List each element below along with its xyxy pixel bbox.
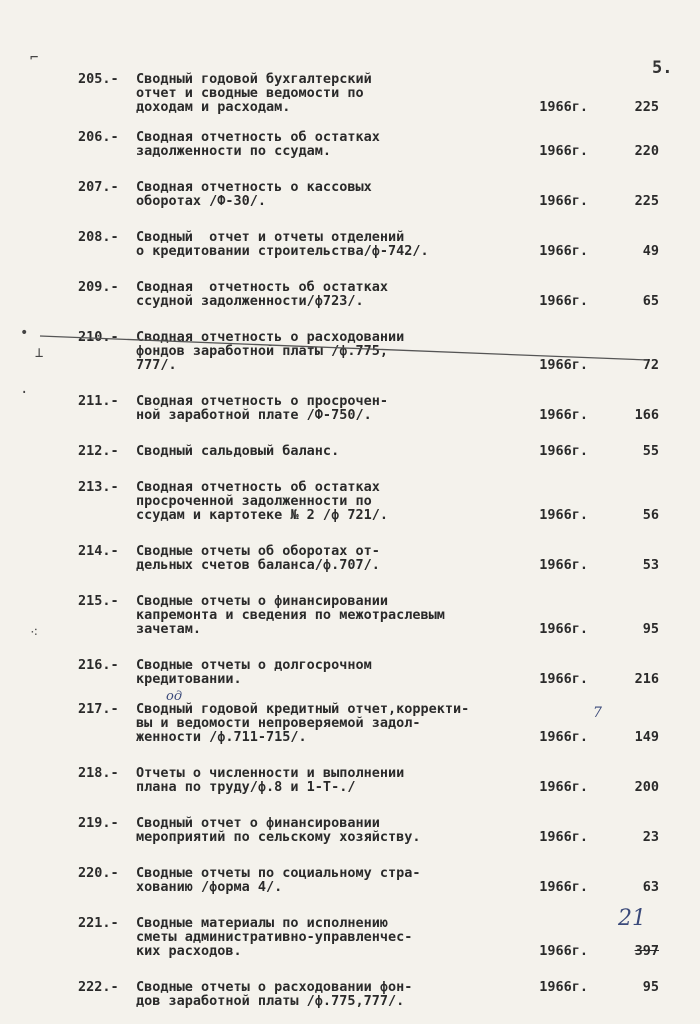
margin-mark: ⊥ (35, 345, 44, 361)
entry-text-line: мероприятий по сельскому хозяйству. (136, 829, 421, 845)
entry-text-line: плана по труду/ф.8 и 1-Т-./ (136, 779, 356, 795)
entry-text-line: Сводные отчеты об оборотах от- (136, 543, 380, 559)
entry-number: 207.- (78, 179, 119, 195)
entry-text-line: Сводная отчетность об остатках (136, 279, 388, 295)
entry-number: 209.- (78, 279, 119, 295)
entry-number: 217.- (78, 701, 119, 717)
entry-number: 215.- (78, 593, 119, 609)
entry-sheet-count: 95 (642, 979, 659, 995)
handwritten-count-correction: 21 (618, 906, 646, 931)
entry-text-line: зачетам. (136, 621, 202, 637)
entry-number: 219.- (78, 815, 119, 831)
entry-text-line: ких расходов. (136, 943, 242, 959)
entry-number: 222.- (78, 979, 119, 995)
entry-text-line: Отчеты о численности и выполнении (136, 765, 405, 781)
handwritten-year-correction: 7 (593, 705, 602, 721)
entry-year: 1966г. (539, 143, 588, 159)
entry-text-line: Сводные материалы по исполнению (136, 915, 388, 931)
inventory-entry (78, 72, 688, 114)
entry-sheet-count: 216 (634, 671, 659, 687)
entry-number: 220.- (78, 865, 119, 881)
inventory-entry (78, 658, 688, 686)
entry-year: 1966г. (539, 979, 588, 995)
entry-year: 1966г. (539, 443, 588, 459)
entry-text-line: Сводные отчеты о долгосрочном (136, 657, 372, 673)
entry-number: 214.- (78, 543, 119, 559)
entry-year: 1966г. (539, 729, 588, 745)
entry-text-line: Сводный сальдовый баланс. (136, 443, 340, 459)
entry-text-line: Сводный отчет и отчеты отделений (136, 229, 405, 245)
entry-text-line: ссудной задолженности/ф723/. (136, 293, 364, 309)
entry-sheet-count: 166 (634, 407, 659, 423)
entry-text-line: Сводная отчетность об остатках (136, 129, 380, 145)
entry-sheet-count: 56 (642, 507, 659, 523)
entry-text-line: Сводная отчетность о просрочен- (136, 393, 388, 409)
entry-year: 1966г. (539, 557, 588, 573)
entry-sheet-count: 95 (642, 621, 659, 637)
entry-sheet-count: 397 (634, 943, 659, 959)
entry-year: 1966г. (539, 779, 588, 795)
inventory-entry (78, 766, 688, 794)
entry-number: 206.- (78, 129, 119, 145)
inventory-entry (78, 866, 688, 894)
margin-mark: ⌐ (30, 50, 39, 66)
entry-sheet-count: 23 (642, 829, 659, 845)
entry-year: 1966г. (539, 243, 588, 259)
entry-number: 221.- (78, 915, 119, 931)
entry-sheet-count: 225 (634, 99, 659, 115)
entry-number: 218.- (78, 765, 119, 781)
entry-year: 1966г. (539, 507, 588, 523)
inventory-entry (78, 394, 688, 422)
inventory-entry (78, 480, 688, 522)
inventory-entry (78, 130, 688, 158)
entry-sheet-count: 65 (642, 293, 659, 309)
entry-year: 1966г. (539, 943, 588, 959)
entry-text-line: вы и ведомости непроверяемой задол- (136, 715, 421, 731)
entry-sheet-count: 55 (642, 443, 659, 459)
entry-text-line: женности /ф.711-715/. (136, 729, 307, 745)
entry-text-line: сметы административно-управленчес- (136, 929, 413, 945)
entry-text-line: 777/. (136, 357, 177, 373)
inventory-list (78, 72, 688, 1024)
page-number: 5. (652, 58, 673, 78)
entry-sheet-count: 49 (642, 243, 659, 259)
entry-text-line: ной заработной плате /Ф-750/. (136, 407, 372, 423)
entry-text-line: доходам и расходам. (136, 99, 291, 115)
entry-text-line: просроченной задолженности по (136, 493, 372, 509)
entry-year: 1966г. (539, 879, 588, 895)
entry-sheet-count: 149 (634, 729, 659, 745)
entry-text-line: фондов заработной платы /ф.775, (136, 343, 388, 359)
inventory-entry (78, 906, 688, 959)
entry-text-line: Сводные отчеты по социальному стра- (136, 865, 421, 881)
inventory-entry (78, 444, 688, 458)
entry-text-line: дельных счетов баланса/ф.707/. (136, 557, 380, 573)
inventory-entry (78, 280, 688, 308)
inventory-entry (78, 689, 688, 745)
entry-number: 210.- (78, 329, 119, 345)
entry-year: 1966г. (539, 293, 588, 309)
handwritten-insert: од (166, 689, 183, 704)
entry-text-line: кредитовании. (136, 671, 242, 687)
entry-sheet-count: 200 (634, 779, 659, 795)
entry-text-line: Сводная отчетность о кассовых (136, 179, 372, 195)
inventory-entry-struck (78, 330, 688, 372)
entry-text-line: Сводный отчет о финансировании (136, 815, 380, 831)
entry-year: 1966г. (539, 621, 588, 637)
entry-sheet-count: 225 (634, 193, 659, 209)
inventory-entry (78, 594, 688, 636)
entry-text-line: оборотах /Ф-30/. (136, 193, 267, 209)
margin-mark: • (20, 325, 29, 341)
entry-year: 1966г. (539, 357, 588, 373)
entry-year: 1966г. (539, 671, 588, 687)
entry-number: 213.- (78, 479, 119, 495)
entry-year: 1966г. (539, 99, 588, 115)
entry-text-line: отчет и сводные ведомости по (136, 85, 364, 101)
entry-text-line: задолженности по ссудам. (136, 143, 332, 159)
inventory-entry (78, 980, 688, 1008)
entry-sheet-count: 63 (642, 879, 659, 895)
entry-text-line: хованию /форма 4/. (136, 879, 283, 895)
entry-number: 216.- (78, 657, 119, 673)
inventory-entry (78, 816, 688, 844)
entry-year: 1966г. (539, 407, 588, 423)
entry-text-line: о кредитовании строительства/ф-742/. (136, 243, 429, 259)
inventory-entry (78, 544, 688, 572)
entry-number: 211.- (78, 393, 119, 409)
entry-sheet-count: 53 (642, 557, 659, 573)
entry-number: 212.- (78, 443, 119, 459)
entry-text-line: дов заработной платы /ф.775,777/. (136, 993, 405, 1009)
entry-text-line: Сводный годовой бухгалтерский (136, 71, 372, 87)
entry-number: 208.- (78, 229, 119, 245)
inventory-entry (78, 230, 688, 258)
entry-text-line: Сводная отчетность о расходовании (136, 329, 405, 345)
entry-year: 1966г. (539, 193, 588, 209)
entry-sheet-count: 72 (642, 357, 659, 373)
entry-text-line: Сводная отчетность об остатках (136, 479, 380, 495)
margin-mark: ⁖ (30, 625, 39, 641)
entry-text-line: капремонта и сведения по межотраслевым (136, 607, 445, 623)
entry-text-line: Сводные отчеты о расходовании фон- (136, 979, 413, 995)
entry-number: 205.- (78, 71, 119, 87)
inventory-entry (78, 180, 688, 208)
entry-year: 1966г. (539, 829, 588, 845)
entry-text-line: ссудам и картотеке № 2 /ф 721/. (136, 507, 388, 523)
entry-sheet-count: 220 (634, 143, 659, 159)
entry-text-line: Сводный годовой кредитный отчет,корректи- (136, 701, 470, 717)
margin-mark: · (20, 385, 29, 401)
entry-text-line: Сводные отчеты о финансировании (136, 593, 388, 609)
